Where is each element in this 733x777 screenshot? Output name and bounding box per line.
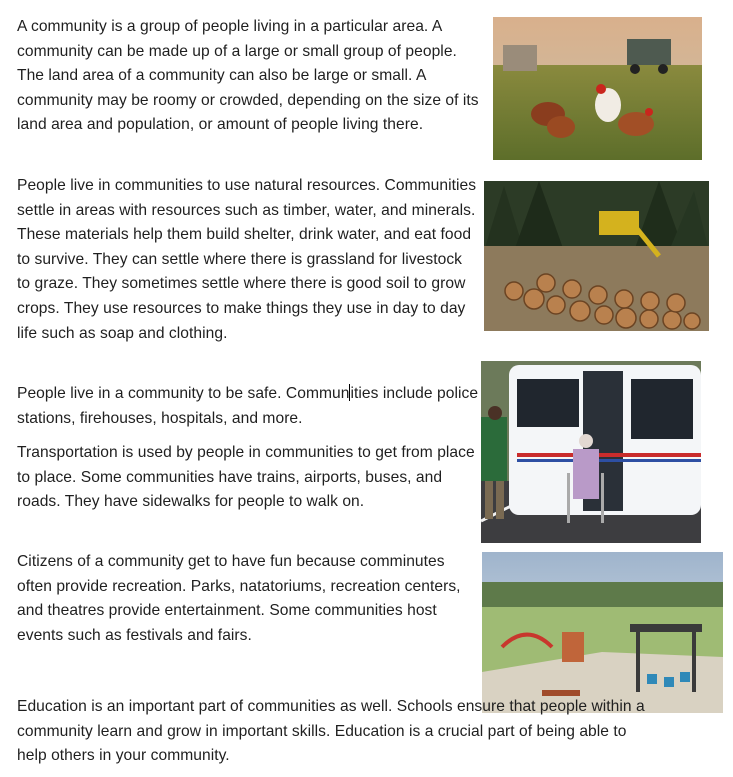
paragraph-resources: People live in communities to use natural resources. Communities settle in areas with resources such as timber, water, and minerals. These materials help them build shelter, drink water, and eat food to survive. They can settle where there is grassland for livestock to graze. They sometimes settle where there is good soil to grow crops. They use resources to make things they use in day to day life such as soap and clothing. (17, 177, 477, 342)
paragraph-education: Education is an important part of communities as well. Schools ensure that people within a community learn and grow in important skills. Education is a crucial part of being able to help others in your community. (17, 698, 645, 765)
safety-text-start: People live in a community to be safe. Commun (17, 385, 350, 402)
safety-text-end: ities include police stations, firehouses, hospitals, and more. (17, 385, 479, 427)
chickens-farm-image (493, 17, 702, 160)
paragraph-recreation: Citizens of a community get to have fun because comminutes often provide recreation. Parks, natatoriums, recreation centers, and theatres provide entertainment. Some communities host events such as festivals and fairs. (17, 553, 461, 644)
paragraph-intro: A community is a group of people living in a particular area. A community can be made up of a large or small group of people. The land area of a community can also be large or small. A community may be roomy or crowded, depending on the size of its land area and population, or amount of people living there. (17, 18, 479, 134)
timber-logs-image (484, 181, 709, 331)
paragraph-transportation: Transportation is used by people in communities to get from place to place. Some communities have trains, airports, buses, and roads. They have sidewalks for people to walk on. (17, 444, 475, 511)
paragraph-safety (17, 382, 481, 431)
park-playground-image (482, 552, 723, 713)
bus-passengers-image (481, 361, 701, 543)
